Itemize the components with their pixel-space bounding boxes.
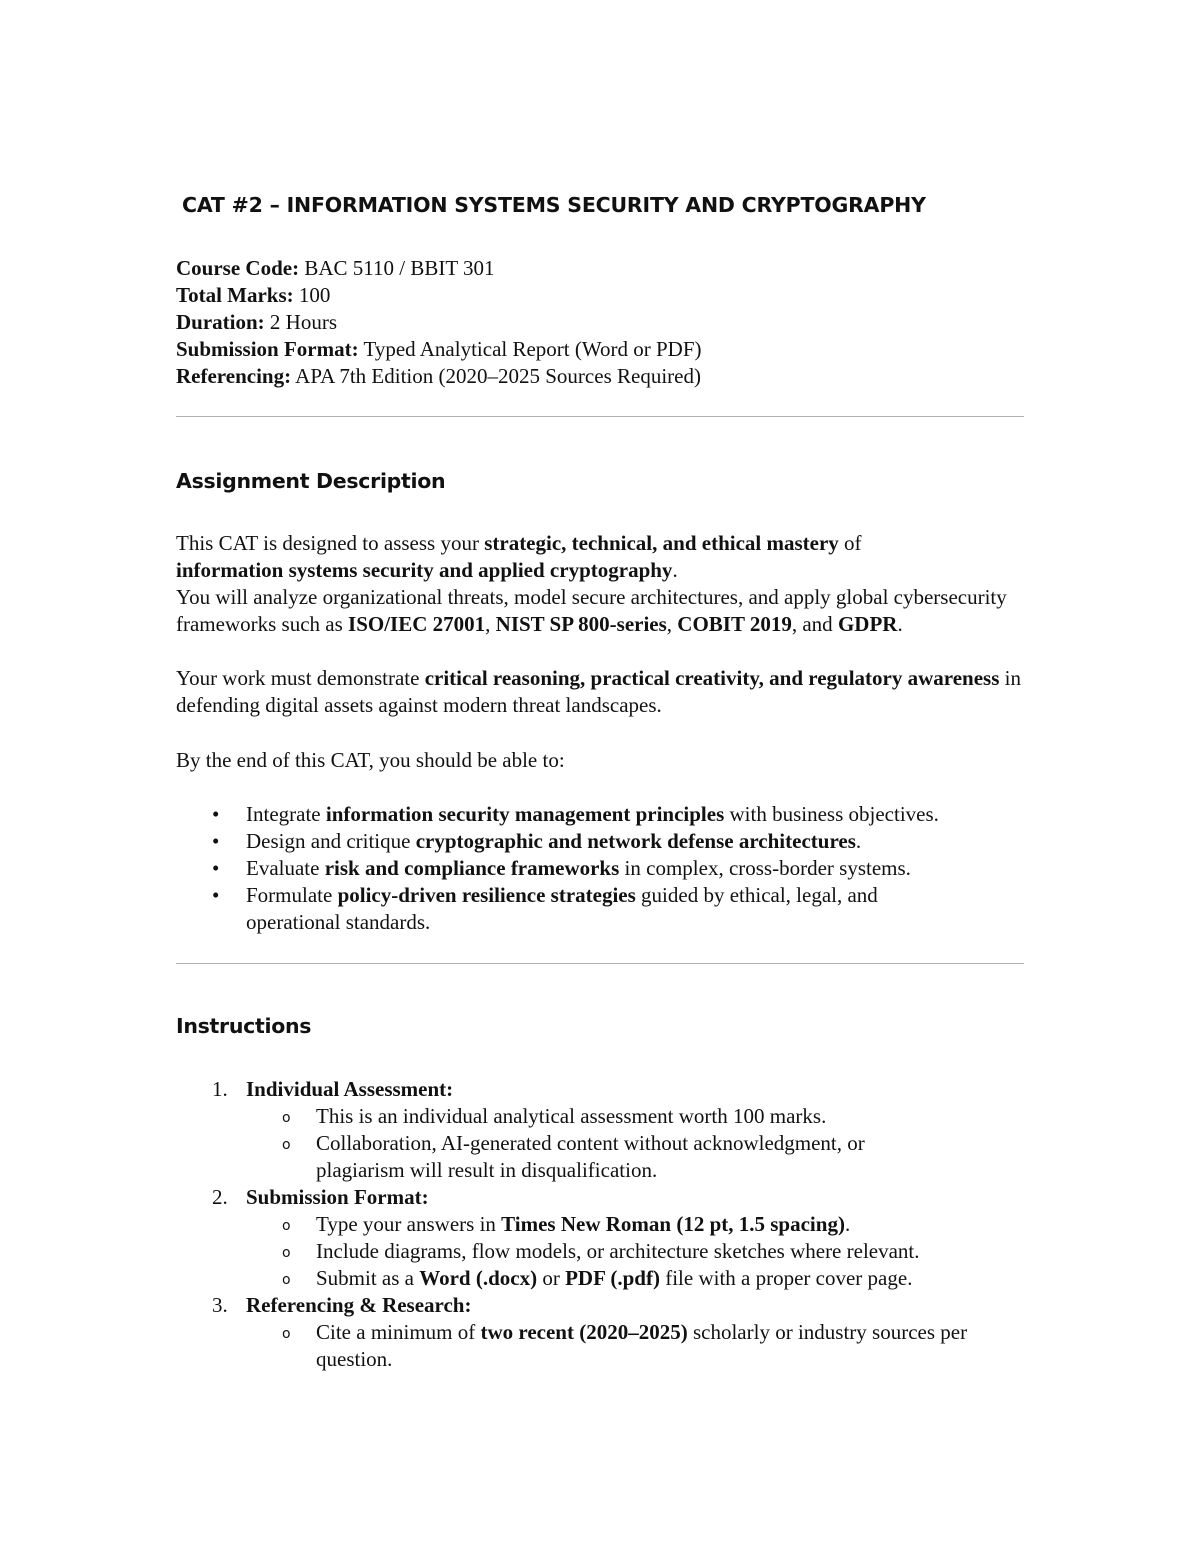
circle-bullet-icon: o xyxy=(282,1218,291,1234)
divider xyxy=(176,416,1024,417)
document-title: CAT #2 – INFORMATION SYSTEMS SECURITY AND CRYPTOGRAPHY xyxy=(182,193,926,217)
list-item: • Integrate information security management principles with business objectives. xyxy=(212,802,939,826)
list-item: o Type your answers in Times New Roman (12 pt, 1.5 spacing). xyxy=(246,1211,1046,1238)
list-item: o This is an individual analytical assessment worth 100 marks. xyxy=(246,1103,1046,1130)
instructions-heading: Instructions xyxy=(176,1014,312,1038)
list-item: o Cite a minimum of two recent (2020–2025) scholarly or industry sources per question. xyxy=(282,1320,968,1371)
meta-submission-format: Submission Format: Typed Analytical Report (Word or PDF) xyxy=(176,337,702,361)
instructions-list xyxy=(176,1076,1046,1373)
list-item: o Submit as a Word (.docx) or PDF (.pdf) file with a proper cover page. xyxy=(246,1265,1046,1292)
meta-course-code: Course Code: BAC 5110 / BBIT 301 xyxy=(176,256,495,280)
assignment-paragraph-2: You will analyze organizational threats, model secure architectures, and apply global cybersecurity frameworks such as ISO/IEC 27001, NIST SP 800-series, COBIT 2019, and GDPR. xyxy=(176,585,1007,636)
bullet-icon: • xyxy=(212,829,220,853)
circle-bullet-icon: o xyxy=(282,1110,291,1126)
list-item: o Include diagrams, flow models, or architecture sketches where relevant. xyxy=(246,1238,1046,1265)
bullet-icon: • xyxy=(212,883,220,907)
instruction-sublist xyxy=(246,1319,1046,1373)
list-item: • Design and critique cryptographic and network defense architectures. xyxy=(212,829,862,853)
instruction-item: 2. Submission Format: o Type your answers in Times New Roman (12 pt, 1.5 spacing). o Include diagrams, flow models, or architecture sketches where relevant. o Submit as a Word (.docx) or PDF (.pdf) file with a proper cover page. xyxy=(176,1184,1046,1292)
circle-bullet-icon: o xyxy=(282,1272,291,1288)
circle-bullet-icon: o xyxy=(282,1245,291,1261)
meta-total-marks: Total Marks: 100 xyxy=(176,283,331,307)
divider xyxy=(176,963,1024,964)
circle-bullet-icon: o xyxy=(282,1137,291,1153)
list-item: • Formulate policy-driven resilience strategies guided by ethical, legal, and operational standards. xyxy=(212,883,878,934)
meta-duration: Duration: 2 Hours xyxy=(176,310,338,334)
course-metadata xyxy=(176,255,1036,390)
instruction-sublist xyxy=(246,1211,1046,1292)
learning-outcomes-intro: By the end of this CAT, you should be able to: xyxy=(176,748,565,772)
assignment-paragraph-3: Your work must demonstrate critical reasoning, practical creativity, and regulatory awareness in defending digital assets against modern threat landscapes. xyxy=(176,666,1021,717)
instruction-item: 3. Referencing & Research: o Cite a minimum of two recent (2020–2025) scholarly or industry sources per question. xyxy=(176,1292,1046,1373)
list-item: o Collaboration, AI-generated content without acknowledgment, or plagiarism will result in disqualification. xyxy=(282,1131,865,1182)
bullet-icon: • xyxy=(212,856,220,880)
assignment-description-heading: Assignment Description xyxy=(176,469,446,493)
learning-outcomes-list xyxy=(176,801,1046,936)
circle-bullet-icon: o xyxy=(282,1326,291,1342)
instruction-item: 1. Individual Assessment: o This is an individual analytical assessment worth 100 marks. o Collaboration, AI-generated content without acknowledgment, or plagiarism will result in disqualification. xyxy=(176,1076,1046,1184)
list-item: • Evaluate risk and compliance frameworks in complex, cross-border systems. xyxy=(212,856,911,880)
meta-referencing: Referencing: APA 7th Edition (2020–2025 Sources Required) xyxy=(176,364,701,388)
instruction-sublist xyxy=(246,1103,1046,1184)
bullet-icon: • xyxy=(212,802,220,826)
assignment-paragraph-1: This CAT is designed to assess your strategic, technical, and ethical mastery of information systems security and applied cryptography. xyxy=(176,531,862,582)
